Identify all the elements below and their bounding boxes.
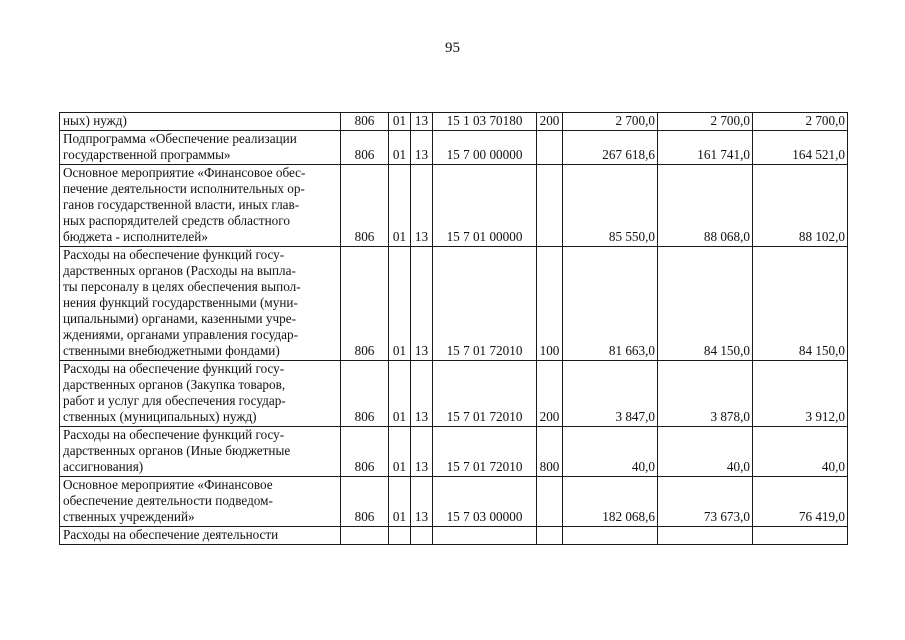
amount-year-3: 164 521,0 (753, 131, 848, 165)
row-description: Расходы на обеспечение деятельности (60, 527, 341, 545)
subsection-code: 13 (411, 247, 433, 361)
table-row (60, 427, 848, 477)
subsection-code: 13 (411, 113, 433, 131)
grbs-code: 806 (341, 477, 389, 527)
subsection-code: 13 (411, 477, 433, 527)
row-description: Основное мероприятие «Финансовое обес- печение деятельности исполнительных ор- ганов государственной власти, иных глав- ных распорядителей средств областного бюджета - исполнителей» (60, 165, 341, 247)
target-article-code (433, 527, 537, 545)
table-row (60, 113, 848, 131)
target-article-code: 15 7 01 72010 (433, 427, 537, 477)
section-code: 01 (389, 247, 411, 361)
target-article-code: 15 7 01 72010 (433, 361, 537, 427)
section-code (389, 527, 411, 545)
budget-table (59, 112, 848, 545)
amount-year-1: 267 618,6 (563, 131, 658, 165)
expense-type-code (537, 165, 563, 247)
grbs-code: 806 (341, 247, 389, 361)
table-row (60, 247, 848, 361)
section-code: 01 (389, 361, 411, 427)
amount-year-3: 40,0 (753, 427, 848, 477)
amount-year-2 (658, 527, 753, 545)
subsection-code: 13 (411, 427, 433, 477)
amount-year-3 (753, 527, 848, 545)
amount-year-1: 2 700,0 (563, 113, 658, 131)
expense-type-code (537, 131, 563, 165)
row-description: Расходы на обеспечение функций госу- дарственных органов (Иные бюджетные ассигнования) (60, 427, 341, 477)
section-code: 01 (389, 113, 411, 131)
amount-year-2: 161 741,0 (658, 131, 753, 165)
grbs-code: 806 (341, 131, 389, 165)
amount-year-2: 84 150,0 (658, 247, 753, 361)
row-description: Расходы на обеспечение функций госу- дарственных органов (Закупка товаров, работ и услуг для обеспечения государ- ственных (муниципальных) нужд) (60, 361, 341, 427)
expense-type-code: 200 (537, 361, 563, 427)
target-article-code: 15 1 03 70180 (433, 113, 537, 131)
target-article-code: 15 7 01 00000 (433, 165, 537, 247)
amount-year-1 (563, 527, 658, 545)
subsection-code: 13 (411, 131, 433, 165)
section-code: 01 (389, 131, 411, 165)
expense-type-code (537, 527, 563, 545)
expense-type-code: 800 (537, 427, 563, 477)
subsection-code: 13 (411, 165, 433, 247)
budget-table-body (60, 113, 848, 545)
amount-year-2: 88 068,0 (658, 165, 753, 247)
expense-type-code: 200 (537, 113, 563, 131)
section-code: 01 (389, 427, 411, 477)
amount-year-2: 3 878,0 (658, 361, 753, 427)
row-description: Расходы на обеспечение функций госу- дарственных органов (Расходы на выпла- ты персоналу в целях обеспечения выпол- нения функций государственными (муни- ципальными) органами, казенными учре- ждениями, органами управления государ- ственными внебюджетными фондами) (60, 247, 341, 361)
table-row (60, 527, 848, 545)
amount-year-1: 81 663,0 (563, 247, 658, 361)
table-row (60, 477, 848, 527)
amount-year-3: 84 150,0 (753, 247, 848, 361)
table-row (60, 165, 848, 247)
amount-year-2: 73 673,0 (658, 477, 753, 527)
amount-year-1: 40,0 (563, 427, 658, 477)
grbs-code: 806 (341, 113, 389, 131)
row-description: Подпрограмма «Обеспечение реализации государственной программы» (60, 131, 341, 165)
amount-year-3: 2 700,0 (753, 113, 848, 131)
section-code: 01 (389, 477, 411, 527)
subsection-code (411, 527, 433, 545)
expense-type-code (537, 477, 563, 527)
target-article-code: 15 7 03 00000 (433, 477, 537, 527)
amount-year-2: 40,0 (658, 427, 753, 477)
table-row (60, 361, 848, 427)
grbs-code: 806 (341, 165, 389, 247)
amount-year-1: 85 550,0 (563, 165, 658, 247)
grbs-code (341, 527, 389, 545)
row-description: Основное мероприятие «Финансовое обеспечение деятельности подведом- ственных учреждений» (60, 477, 341, 527)
grbs-code: 806 (341, 361, 389, 427)
amount-year-1: 3 847,0 (563, 361, 658, 427)
expense-type-code: 100 (537, 247, 563, 361)
grbs-code: 806 (341, 427, 389, 477)
row-description: ных) нужд) (60, 113, 341, 131)
target-article-code: 15 7 01 72010 (433, 247, 537, 361)
amount-year-2: 2 700,0 (658, 113, 753, 131)
table-row (60, 131, 848, 165)
amount-year-1: 182 068,6 (563, 477, 658, 527)
amount-year-3: 3 912,0 (753, 361, 848, 427)
page-number: 95 (445, 40, 460, 56)
section-code: 01 (389, 165, 411, 247)
target-article-code: 15 7 00 00000 (433, 131, 537, 165)
subsection-code: 13 (411, 361, 433, 427)
amount-year-3: 88 102,0 (753, 165, 848, 247)
amount-year-3: 76 419,0 (753, 477, 848, 527)
